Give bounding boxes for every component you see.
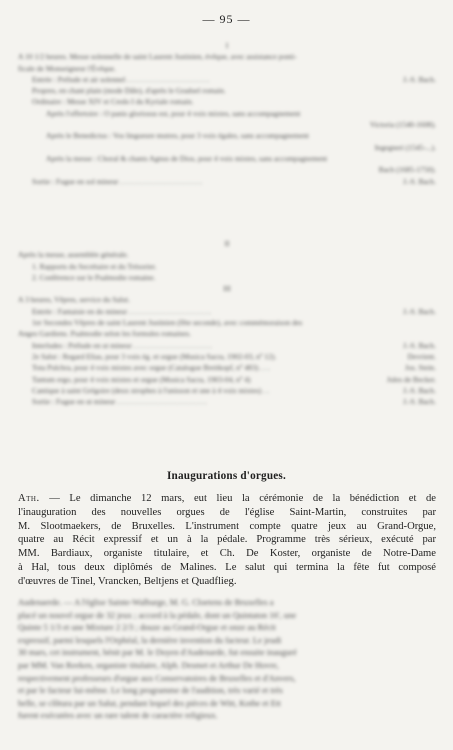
paragraph-line: Ath. — Le dimanche 12 mars, eut lieu la cérémonie de la bénédiction et de	[18, 493, 436, 504]
section-heading: Inaugurations d'orgues.	[167, 470, 286, 482]
paragraph-line: d'œuvres de Tinel, Vrancken, Beltjens et Quadflieg.	[18, 575, 237, 587]
paragraph-line: l'inauguration des nouvelles orgues de l'église Saint-Martin, construites par	[18, 506, 436, 518]
paragraph-lead: Ath.	[18, 493, 40, 504]
page-number: — 95 —	[202, 12, 251, 26]
blurred-programme-section: I A 10 1/2 heures. Messe solennelle de saint Laurent Justinien, évêque, avec assistance ponti- ficale de Monseigneur l'Évêque. Entrée : Prélude et air solennel . . . . . . . . . . . . . . . . . . . . . . J.-S. Bach. Propres, en chant plain (mode Dâle), d'après le Graduel romain. Ordinaire : Messe XIV et Credo I du Kyriale romain. Après l'offertoire : O panis gloriosus est, pour 4 voix mixtes, sans accompagnement Victoria (1540-1608). Après le Benedictus : Vos lingueure mutres, pour 3 voix égales, sans accompagnement Ingegneri (1545-...). Après la messe : Choral & chants Agnus de Dios, pour 4 voix mixtes, sans accompagnement Bach (1685-1750). Sortie : Fugue en sol mineur . . . . . . . . . . . . . . . . . . . . . . J.-S. Bach.	[18, 41, 436, 186]
blurred-programme-section-2: II Après la messe, assemblée générale. 1. Rapports du Secrétaire et du Trésorier. 2. Conférence sur le Psalmodie romaine. III A 3 heures, Vêpres, service du Salut. Entrée : Fantaisie en do mineur . . . . . . . . . . . . . . . . . . . . . . J.-S. Bach. 1er Secondes Vêpres de saint Laurent Justinien (fête seconde), avec commémoraison des Anges Gardiens. Psalmodie selon les formules romaines. Interludes : Prélude en ut mineur . . . . . . . . . . . . . . . . . . . . . J.-S. Bach. 2e Salut : Regard Elias, pour 3 voix ég. et orgue (Musica Sacra, 1902-03, nº 12). Devrient. Tota Pulchra, pour 4 voix mixtes avec orgue (Catalogue Breitkopf, nº 483) . . . Jos. Stein. Tantum ergo, pour 4 voix mixtes et orgue (Musica Sacra, 1903-04, nº 4) Jules de Becker. Cantique à saint Grégoire (deux strophes à l'unisson et une à 4 voix mixtes) . . J.-S. Bach. Sortie : Fugue en ut mineur . . . . . . . . . . . . . . . . . . . . . . . . J.-S. Bach.	[18, 239, 436, 407]
paragraph-line: à Hal, tous deux diplômés de Malines. Le salut qui termina la fête fut composé	[18, 561, 436, 573]
paragraph-line: quatre au Récit expressif et un à la pédale. Programme très sérieux, exécuté par	[18, 534, 436, 546]
ath-paragraph	[18, 492, 436, 589]
paragraph-line: MM. Bardiaux, organiste titulaire, et Ch. De Koster, organiste de Notre-Dame	[18, 548, 436, 560]
blurred-next-paragraph: Audenaerde. — A l'église Sainte-Walburge, M. G. Cloetens de Bruxelles a placé un nouvel orgue de 32 jeux ; accord à la pédale, dont un Quintaton 16', une Quinte 5 1/3 et une Mixture 2 2/3 ; douze au Grand-Orgue et onze au Récit expressif, parmi lesquels l'Orphéal, la dernière invention du facteur. Le jeudi 30 mars, cet instrument, bénit par M. le Doyen d'Audenarde, fut ensuite inauguré par MM. Van Reeken, organiste titulaire, Alph. Desmet et Arthur De Hovre, respectivement professeurs d'orgue aux Conservatoires de Bruxelles et d'Anvers, et par le facteur lui-même. Le long programme de l'audition, très varié et très belle, se clôtura par un Salut, pendant lequel des pièces de Witt, Kothe et Ett furent exécutées avec un rare talent de caractère religieux.	[18, 597, 297, 721]
paragraph-line: M. Slootmaekers, de Bruxelles. L'instrument compte quatre jeux au Grand-Orgue,	[18, 520, 436, 532]
